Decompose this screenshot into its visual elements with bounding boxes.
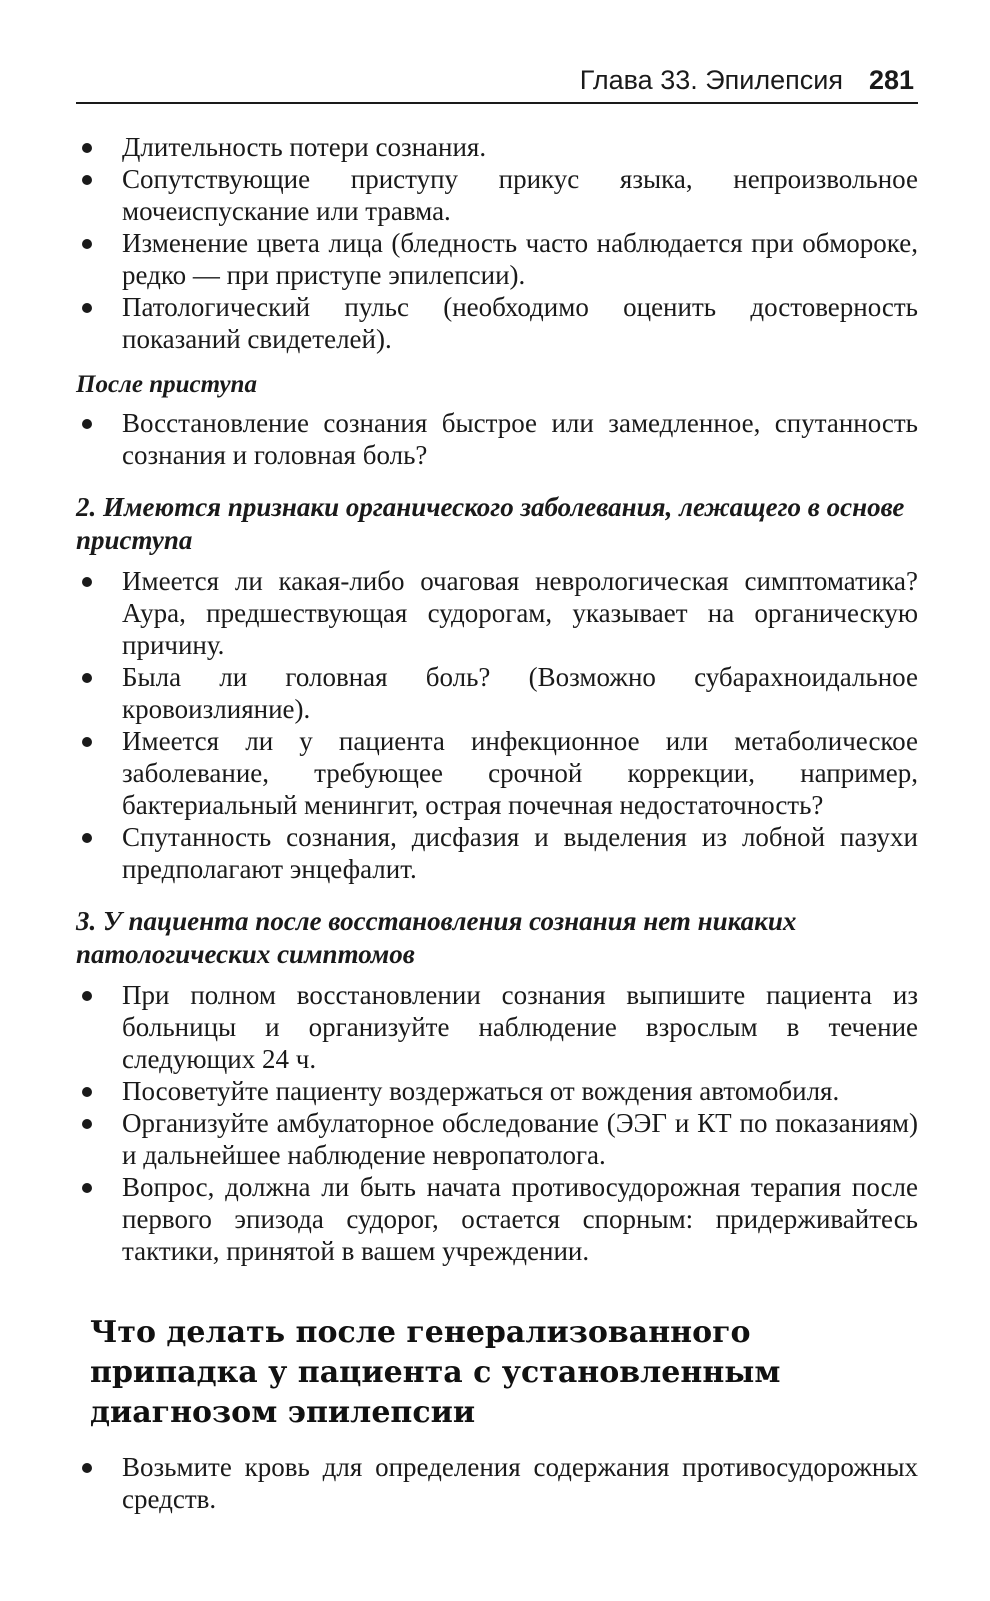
bullet-list-5 [76, 1451, 918, 1515]
subheading-no-symptoms: 3. У пациента после восстановления сознания нет никаких патологических симптомов [76, 906, 797, 969]
list-item: Сопутствующие приступу прикус языка, непроизвольное мочеиспускание или травма. [76, 163, 918, 227]
subheading-after-seizure: После приступа [76, 371, 257, 398]
page-body [76, 131, 918, 1515]
list-item: Имеется ли какая-либо очаговая неврологическая симптоматика? Аура, предшествующая судорогам, указывает на органическую причину. [76, 565, 918, 661]
list-item: Возьмите кровь для определения содержания противосудорожных средств. [76, 1451, 918, 1515]
list-item: Вопрос, должна ли быть начата противосудорожная терапия после первого эпизода судорог, остается спорным: придерживайтесь тактики, принятой в вашем учреждении. [76, 1171, 918, 1267]
list-item: Организуйте амбулаторное обследование (ЭЭГ и КТ по показаниям) и дальнейшее наблюдение невропатолога. [76, 1107, 918, 1171]
bullet-list-2 [76, 407, 918, 471]
chapter-title: Глава 33. Эпилепсия [579, 65, 843, 95]
bullet-list-1 [76, 131, 918, 355]
list-item: Изменение цвета лица (бледность часто наблюдается при обмороке, редко — при приступе эпилепсии). [76, 227, 918, 291]
running-header [76, 62, 918, 104]
list-item: Восстановление сознания быстрое или замедленное, спутанность сознания и головная боль? [76, 407, 918, 471]
page-number: 281 [868, 65, 914, 95]
list-item: Имеется ли у пациента инфекционное или метаболическое заболевание, требующее срочной коррекции, например, бактериальный менингит, острая почечная недостаточность? [76, 725, 918, 821]
bullet-list-4 [76, 979, 918, 1267]
list-item: Была ли головная боль? (Возможно субарахноидальное кровоизлияние). [76, 661, 918, 725]
list-item: При полном восстановлении сознания выпишите пациента из больницы и организуйте наблюдение взрослым в течение следующих 24 ч. [76, 979, 918, 1075]
list-item: Спутанность сознания, дисфазия и выделения из лобной пазухи предполагают энцефалит. [76, 821, 918, 885]
list-item: Длительность потери сознания. [76, 131, 918, 163]
bullet-list-3 [76, 565, 918, 885]
subheading-organic-disease: 2. Имеются признаки органического заболевания, лежащего в основе приступа [76, 492, 905, 555]
list-item: Посоветуйте пациенту воздержаться от вождения автомобиля. [76, 1075, 918, 1107]
list-item: Патологический пульс (необходимо оценить достоверность показаний свидетелей). [76, 291, 918, 355]
section-title: Что делать после генерализованного припадка у пациента с установленным диагнозом эпилепсии [90, 1315, 781, 1430]
